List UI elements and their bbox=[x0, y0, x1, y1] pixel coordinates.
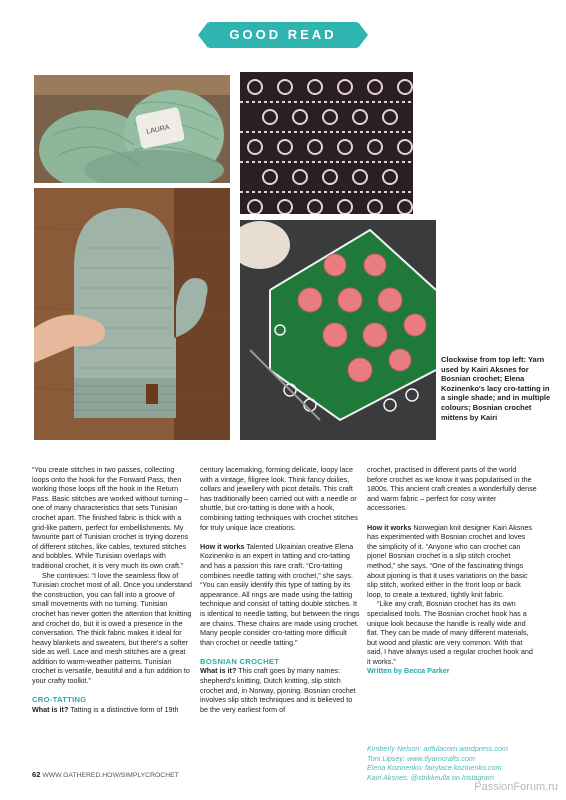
paragraph: “Like any craft, Bosnian crochet has its own specialised tools. The Bosnian crochet hook has a unique look because the handle is really wide and flat. They can be made of many different materials, but wood and plastic are very common. With that said, I have always used a regular crochet hook and it works.” bbox=[367, 599, 533, 666]
page-footer bbox=[32, 770, 179, 779]
yarn-label-text: LAURA bbox=[145, 124, 171, 136]
lead-in: What is it? bbox=[32, 704, 69, 714]
page-number: 62 bbox=[32, 770, 41, 779]
link-toni-lipsey[interactable]: Toni Lipsey: www.tlyarncrafts.com bbox=[367, 753, 475, 763]
subheading-cro-tatting bbox=[32, 695, 192, 705]
paragraph-text: Talented Ukrainian creative Elena Kozinenko is an expert in tatting and cro-tatting and has a passion this rare craft. “Cro-tatting combines needle tatting with crochet,” she says. “You can easily identify this type of tatting by its appearance. All rings are made using the tatting technique and consist of tatting double stitches. It is identical to needle tatting, but between the rings are chains. These chains are made using crochet. Many people consider cro-tatting more difficult than crochet or needle tatting.” bbox=[200, 541, 360, 647]
lead-in: How it works bbox=[200, 541, 245, 551]
photo-caption: Clockwise from top left: Yarn used by Kairi Aksnes for Bosnian crochet; Elena Kozinenko's lacy cro-tatting in a single shade; and in multiple colours; Bosnian crochet mittens by Kairi bbox=[441, 355, 551, 422]
paragraph: “You create stitches in two passes, collecting loops onto the hook for the Forward Pass, then working those loops off the hook in the Return Pass. Basic stitches are worked without turning – one of many characteristics that sets Tunisian crochet apart. The finished fabric is thick with a grid-like pattern, perfect for embellishments. My favourite part of Tunisian crochet is trying dozens of different stitches, like cables, textured stitches and bobbles. While Tunisian overlaps with traditional crochet, it is very much its own craft.” bbox=[32, 465, 189, 570]
lace-white-illustration bbox=[240, 72, 413, 214]
paragraph: century lacemaking, forming delicate, loopy lace with a vintage, filigree look. Think fancy doilies, collars and jewellery with picot details. This craft has traditionally been carried out with a needle or shuttle, but cro-tatting is done with a hook, combining tatting techniques with crochet stitches for truly unique lace creations. bbox=[200, 465, 358, 532]
text-column-2 bbox=[200, 465, 360, 714]
mittens-photo bbox=[34, 188, 230, 440]
section-banner: GOOD READ bbox=[208, 22, 358, 48]
paragraph bbox=[200, 542, 360, 648]
paragraph bbox=[200, 666, 360, 714]
lace-roses-illustration bbox=[240, 220, 436, 440]
lace-white-photo bbox=[240, 72, 413, 214]
link-kairi-aksnes[interactable]: Kairi Aksnes: @strikkeulla on Instagram bbox=[367, 772, 494, 782]
paragraph: She continues: “I love the seamless flow of Tunisian crochet most of all. Once you understand the construction, you can fall into a groove of small movements with no turning. Tunisian crochet has never gotten the attention that knitting and crochet do, but it is owed a presence in the conversation. The thick fabric makes it ideal for heavy blankets and sweaters, but there's a softer side as well. Lace and mesh stitches are a great addition to warm-weather patterns. Tunisian crochet is versatile, beautiful and a fun addition to your crafty toolkit.” bbox=[32, 570, 192, 686]
watermark: PassionForum.ru bbox=[474, 781, 558, 793]
paragraph-text: Tatting is a distinctive form of 19th bbox=[68, 704, 179, 714]
lead-in: What is it? bbox=[200, 666, 237, 676]
author-credit: Written by Becca Parker bbox=[367, 666, 450, 676]
yarn-photo bbox=[34, 75, 230, 183]
link-elena-kozinenko[interactable]: Elena Kozinenko: fairylace.kozinenko.com bbox=[367, 763, 502, 773]
paragraph: crochet, practised in different parts of the world before crochet as we know it was popularised in the 1800s. This ancient craft creates a wonderfully dense and warm fabric – perfect for cosy winter accessories. bbox=[367, 465, 537, 513]
paragraph bbox=[32, 705, 192, 715]
subheading-bosnian-crochet bbox=[200, 657, 360, 667]
contact-links bbox=[367, 744, 547, 782]
byline bbox=[367, 666, 537, 676]
mittens-illustration bbox=[34, 188, 230, 440]
lace-roses-photo bbox=[240, 220, 436, 440]
subheading-text: BOSNIAN CROCHET bbox=[200, 656, 280, 666]
yarn-illustration bbox=[34, 75, 230, 183]
lead-in: How it works bbox=[367, 522, 412, 532]
paragraph-text: This craft goes by many names: shepherd's knitting, Dutch knitting, slip stitch crochet and, in Norway, pjoning. Bosnian crochet involves slip stitch techniques and is believed to be the very earliest form of bbox=[200, 666, 356, 714]
link-kimberly-nelson[interactable]: Kimberly Nelson: artfulacorn.wordpress.com bbox=[367, 744, 509, 753]
text-column-3 bbox=[367, 465, 537, 676]
paragraph bbox=[367, 523, 537, 600]
footer-url: WWW.GATHERED.HOW/SIMPLYCROCHET bbox=[42, 772, 179, 779]
paragraph-text: Norwegian knit designer Kairi Aksnes has experimented with Bosnian crochet and loves the simplicity of it. “Anyone who can crochet can pjone! Bosnian crochet is a slip stitch crochet method,” she says. “One of the fascinating things about pjoning is that it uses variations on the basic slip stitch, worked either in the front loop or back loop, to create a textured, tightly knit fabric. bbox=[367, 522, 532, 599]
text-column-1 bbox=[32, 465, 192, 714]
subheading-text: CRO-TATTING bbox=[32, 695, 87, 705]
